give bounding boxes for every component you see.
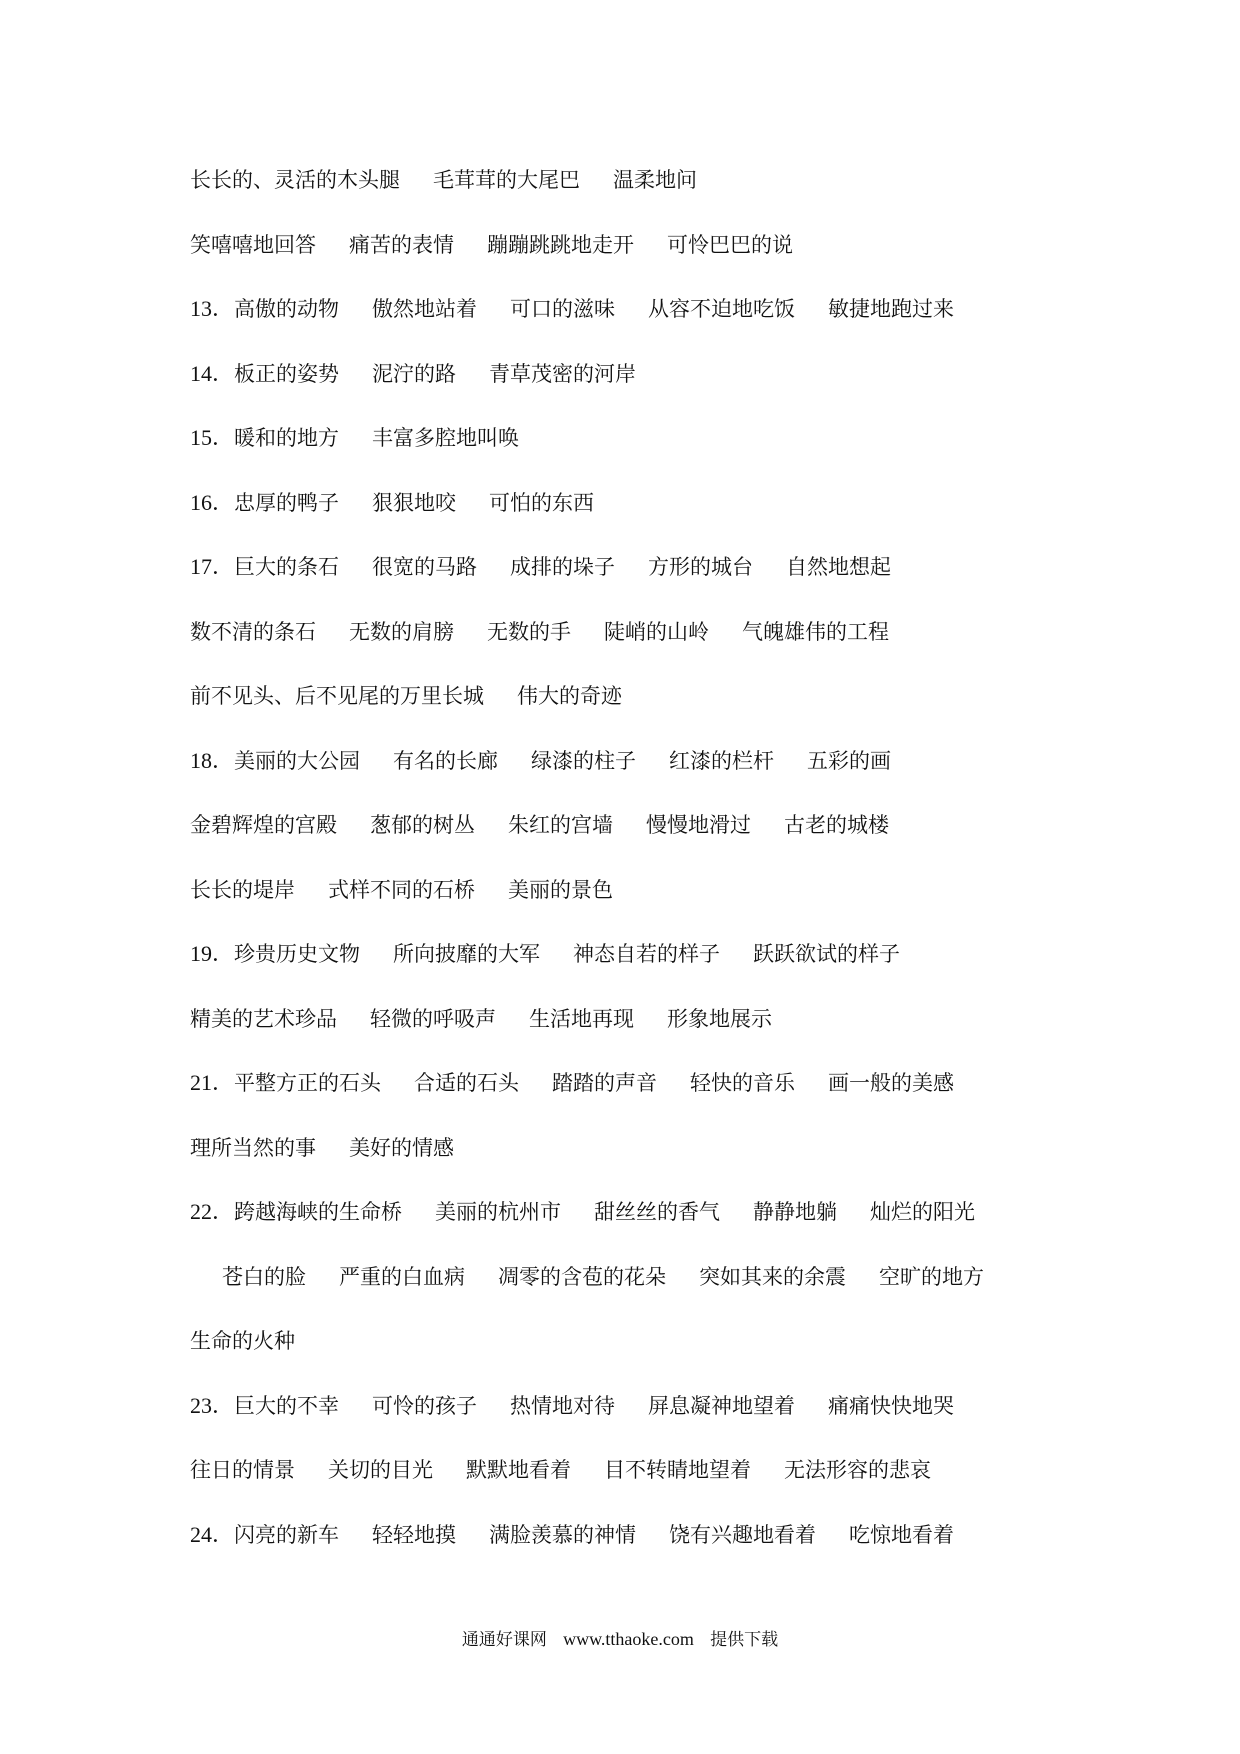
vocabulary-term: 满脸羡慕的神情 <box>489 1522 637 1547</box>
vocabulary-term: 忠厚的鸭子 <box>234 490 340 515</box>
item-number: 24． <box>190 1521 235 1547</box>
vocabulary-term: 狠狠地咬 <box>372 490 457 515</box>
vocabulary-term: 美丽的大公园 <box>234 748 361 773</box>
vocabulary-term: 暖和的地方 <box>234 426 340 451</box>
vocabulary-term: 静静地躺 <box>753 1200 838 1225</box>
vocabulary-term: 理所当然的事 <box>190 1135 316 1160</box>
vocabulary-line <box>190 987 1150 1052</box>
item-number: 21． <box>190 1070 235 1096</box>
vocabulary-term: 长长的、灵活的木头腿 <box>190 168 400 193</box>
vocabulary-term: 高傲的动物 <box>234 297 340 322</box>
vocabulary-term: 红漆的栏杆 <box>669 748 775 773</box>
vocabulary-term: 无数的手 <box>487 619 571 644</box>
vocabulary-line <box>190 1245 1150 1310</box>
vocabulary-term: 伟大的奇迹 <box>517 684 622 709</box>
vocabulary-term: 关切的目光 <box>328 1458 433 1483</box>
vocabulary-line <box>190 277 1150 342</box>
vocabulary-line <box>190 1051 1150 1116</box>
vocabulary-line <box>190 406 1150 471</box>
vocabulary-term: 往日的情景 <box>190 1458 295 1483</box>
vocabulary-term: 傲然地站着 <box>372 297 478 322</box>
vocabulary-term: 踏踏的声音 <box>552 1071 658 1096</box>
vocabulary-term: 形象地展示 <box>667 1006 772 1031</box>
vocabulary-term: 生活地再现 <box>529 1006 634 1031</box>
vocabulary-term: 痛苦的表情 <box>349 232 454 257</box>
vocabulary-term: 从容不迫地吃饭 <box>648 297 796 322</box>
vocabulary-line <box>190 664 1150 729</box>
vocabulary-line <box>190 535 1150 600</box>
vocabulary-term: 数不清的条石 <box>190 619 316 644</box>
vocabulary-term: 空旷的地方 <box>879 1264 984 1289</box>
vocabulary-term: 巨大的条石 <box>234 555 340 580</box>
vocabulary-line <box>190 793 1150 858</box>
vocabulary-term: 美丽的景色 <box>508 877 613 902</box>
vocabulary-term: 五彩的画 <box>807 748 892 773</box>
vocabulary-term: 目不转睛地望着 <box>604 1458 751 1483</box>
footer-suffix: 提供下载 <box>710 1630 779 1650</box>
vocabulary-term: 痛痛快快地哭 <box>828 1393 955 1418</box>
vocabulary-term: 有名的长廊 <box>393 748 499 773</box>
vocabulary-term: 长长的堤岸 <box>190 877 295 902</box>
vocabulary-term: 笑嘻嘻地回答 <box>190 232 316 257</box>
item-number: 15． <box>190 425 235 451</box>
vocabulary-term: 毛茸茸的大尾巴 <box>433 168 580 193</box>
item-number: 19． <box>190 941 235 967</box>
vocabulary-term: 可口的滋味 <box>510 297 616 322</box>
item-number: 22． <box>190 1199 235 1225</box>
vocabulary-line <box>190 922 1150 987</box>
vocabulary-term: 灿烂的阳光 <box>870 1200 976 1225</box>
vocabulary-term: 可怜的孩子 <box>372 1393 478 1418</box>
vocabulary-line <box>190 213 1150 278</box>
vocabulary-term: 严重的白血病 <box>339 1264 465 1289</box>
vocabulary-term: 苍白的脸 <box>222 1264 306 1289</box>
footer-site-name: 通通好课网 <box>461 1630 547 1650</box>
item-number: 17． <box>190 554 235 580</box>
vocabulary-term: 前不见头、后不见尾的万里长城 <box>190 684 484 709</box>
vocabulary-term: 慢慢地滑过 <box>646 813 751 838</box>
vocabulary-line <box>190 1309 1150 1374</box>
vocabulary-term: 式样不同的石桥 <box>328 877 475 902</box>
vocabulary-term: 蹦蹦跳跳地走开 <box>487 232 634 257</box>
vocabulary-line <box>190 1438 1150 1503</box>
vocabulary-term: 合适的石头 <box>414 1071 520 1096</box>
vocabulary-term: 凋零的含苞的花朵 <box>498 1264 666 1289</box>
vocabulary-line <box>190 1374 1150 1439</box>
vocabulary-term: 轻轻地摸 <box>372 1522 457 1547</box>
vocabulary-term: 陡峭的山岭 <box>604 619 709 644</box>
vocabulary-term: 丰富多腔地叫唤 <box>372 426 520 451</box>
vocabulary-term: 突如其来的余震 <box>699 1264 846 1289</box>
vocabulary-term: 板正的姿势 <box>234 361 340 386</box>
vocabulary-term: 美丽的杭州市 <box>435 1200 562 1225</box>
vocabulary-line <box>190 148 1150 213</box>
vocabulary-term: 青草茂密的河岸 <box>489 361 637 386</box>
vocabulary-term: 可怜巴巴的说 <box>667 232 793 257</box>
vocabulary-term: 跨越海峡的生命桥 <box>234 1200 403 1225</box>
vocabulary-term: 自然地想起 <box>786 555 892 580</box>
vocabulary-term: 珍贵历史文物 <box>234 942 361 967</box>
vocabulary-term: 金碧辉煌的宫殿 <box>190 813 337 838</box>
vocabulary-term: 朱红的宫墙 <box>508 813 613 838</box>
vocabulary-term: 吃惊地看着 <box>849 1522 955 1547</box>
vocabulary-term: 可怕的东西 <box>489 490 595 515</box>
vocabulary-term: 神态自若的样子 <box>573 942 721 967</box>
footer-url: www.tthaoke.com <box>563 1629 694 1649</box>
vocabulary-term: 闪亮的新车 <box>234 1522 340 1547</box>
vocabulary-term: 轻快的音乐 <box>690 1071 796 1096</box>
vocabulary-term: 美好的情感 <box>349 1135 454 1160</box>
vocabulary-line <box>190 342 1150 407</box>
vocabulary-term: 古老的城楼 <box>784 813 889 838</box>
vocabulary-term: 泥泞的路 <box>372 361 457 386</box>
item-number: 14． <box>190 360 235 386</box>
vocabulary-term: 饶有兴趣地看着 <box>669 1522 817 1547</box>
vocabulary-term: 热情地对待 <box>510 1393 616 1418</box>
vocabulary-line <box>190 1116 1150 1181</box>
vocabulary-term: 画一般的美感 <box>828 1071 955 1096</box>
vocabulary-line <box>190 858 1150 923</box>
vocabulary-line <box>190 729 1150 794</box>
vocabulary-term: 温柔地问 <box>613 168 697 193</box>
vocabulary-term: 甜丝丝的香气 <box>594 1200 721 1225</box>
vocabulary-term: 巨大的不幸 <box>234 1393 340 1418</box>
vocabulary-term: 无数的肩膀 <box>349 619 454 644</box>
item-number: 13． <box>190 296 235 322</box>
vocabulary-line <box>190 1503 1150 1568</box>
vocabulary-term: 精美的艺术珍品 <box>190 1006 337 1031</box>
vocabulary-term: 绿漆的柱子 <box>531 748 637 773</box>
vocabulary-term: 轻微的呼吸声 <box>370 1006 496 1031</box>
vocabulary-term: 成排的垛子 <box>510 555 616 580</box>
vocabulary-term: 跃跃欲试的样子 <box>753 942 901 967</box>
vocabulary-term: 很宽的马路 <box>372 555 478 580</box>
vocabulary-term: 无法形容的悲哀 <box>784 1458 931 1483</box>
item-number: 23． <box>190 1392 235 1418</box>
vocabulary-term: 葱郁的树丛 <box>370 813 475 838</box>
item-number: 16． <box>190 489 235 515</box>
item-number: 18． <box>190 747 235 773</box>
vocabulary-list <box>190 148 1150 1567</box>
vocabulary-term: 方形的城台 <box>648 555 754 580</box>
vocabulary-line <box>190 471 1150 536</box>
vocabulary-term: 屏息凝神地望着 <box>648 1393 796 1418</box>
vocabulary-term: 所向披靡的大军 <box>393 942 541 967</box>
vocabulary-term: 生命的火种 <box>190 1329 295 1354</box>
vocabulary-term: 气魄雄伟的工程 <box>742 619 889 644</box>
vocabulary-term: 平整方正的石头 <box>234 1071 382 1096</box>
vocabulary-line <box>190 1180 1150 1245</box>
page-footer <box>0 1625 1240 1650</box>
vocabulary-term: 敏捷地跑过来 <box>828 297 955 322</box>
vocabulary-term: 默默地看着 <box>466 1458 571 1483</box>
vocabulary-line <box>190 600 1150 665</box>
